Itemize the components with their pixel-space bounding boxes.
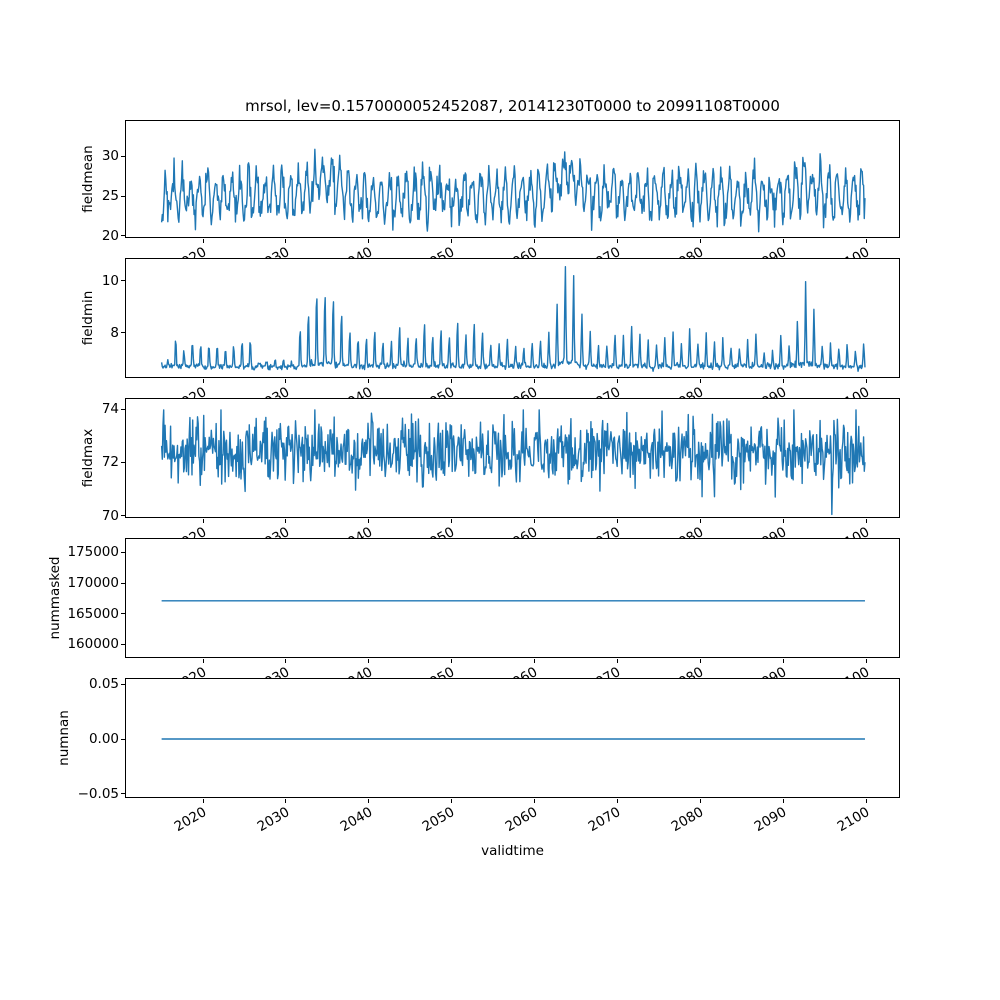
x-tick-label: 2100 xyxy=(834,804,873,836)
x-tick-mark xyxy=(700,379,701,383)
y-tick-mark xyxy=(121,462,125,463)
x-tick-label: 2080 xyxy=(668,804,707,836)
x-tick-mark xyxy=(451,659,452,663)
y-tick-mark xyxy=(121,613,125,614)
y-tick-mark xyxy=(121,552,125,553)
x-tick-mark xyxy=(368,379,369,383)
y-tick-label: 25 xyxy=(101,188,119,205)
x-tick-mark xyxy=(285,239,286,243)
y-tick-label: 165000 xyxy=(67,605,119,622)
x-tick-label: 2040 xyxy=(337,804,375,836)
x-tick-mark xyxy=(700,659,701,663)
y-tick-label: 72 xyxy=(101,454,119,471)
x-tick-mark xyxy=(866,659,867,663)
y-tick-mark xyxy=(121,196,125,197)
y-axis-label-nummasked: nummasked xyxy=(47,556,64,640)
y-tick-label: 30 xyxy=(101,148,119,165)
x-tick-mark xyxy=(617,519,618,523)
line-series-numnan xyxy=(126,679,901,799)
y-tick-label: 74 xyxy=(101,401,119,418)
x-tick-mark xyxy=(451,239,452,243)
x-tick-mark xyxy=(700,799,701,803)
y-tick-label: 8 xyxy=(110,324,119,341)
x-tick-mark xyxy=(534,799,535,803)
x-tick-mark xyxy=(866,379,867,383)
x-tick-mark xyxy=(368,239,369,243)
y-axis-label-fieldmin: fieldmin xyxy=(80,290,97,346)
x-tick-mark xyxy=(700,239,701,243)
y-tick-mark xyxy=(121,644,125,645)
y-tick-label: 20 xyxy=(101,227,119,244)
x-tick-mark xyxy=(783,379,784,383)
x-tick-mark xyxy=(203,379,204,383)
subplot-fieldmax xyxy=(80,398,900,524)
y-tick-mark xyxy=(121,409,125,410)
y-tick-label: 0.05 xyxy=(88,676,119,693)
x-tick-label: 2020 xyxy=(171,804,210,836)
line-series-fieldmax xyxy=(126,399,901,519)
y-axis-label-fieldmean: fieldmean xyxy=(80,145,97,213)
x-tick-mark xyxy=(783,519,784,523)
x-tick-mark xyxy=(451,379,452,383)
y-tick-mark xyxy=(121,235,125,236)
x-tick-mark xyxy=(368,799,369,803)
x-tick-mark xyxy=(783,659,784,663)
data-line xyxy=(162,149,865,231)
y-tick-mark xyxy=(121,515,125,516)
y-tick-label: 170000 xyxy=(67,575,119,592)
y-tick-mark xyxy=(121,739,125,740)
x-tick-mark xyxy=(368,659,369,663)
x-tick-mark xyxy=(534,379,535,383)
x-tick-label: 2070 xyxy=(585,804,624,836)
x-tick-mark xyxy=(617,379,618,383)
x-tick-mark xyxy=(451,799,452,803)
subplot-numnan xyxy=(55,676,900,836)
x-tick-mark xyxy=(534,519,535,523)
x-tick-mark xyxy=(203,239,204,243)
x-tick-mark xyxy=(534,239,535,243)
y-tick-label: 175000 xyxy=(67,544,119,561)
x-tick-mark xyxy=(285,379,286,383)
x-tick-label: 2030 xyxy=(254,804,292,836)
x-tick-mark xyxy=(285,519,286,523)
y-tick-mark xyxy=(121,332,125,333)
subplot-fieldmin xyxy=(80,258,900,378)
x-tick-mark xyxy=(203,799,204,803)
line-series-fieldmean xyxy=(126,121,901,239)
x-tick-mark xyxy=(203,659,204,663)
x-tick-mark xyxy=(617,239,618,243)
x-tick-mark xyxy=(617,799,618,803)
x-tick-label: 2090 xyxy=(751,804,790,836)
x-tick-mark xyxy=(866,239,867,243)
x-tick-mark xyxy=(285,799,286,803)
y-tick-label: −0.05 xyxy=(77,785,119,802)
x-tick-mark xyxy=(203,519,204,523)
y-tick-mark xyxy=(121,684,125,685)
chart-title: mrsol, lev=0.1570000052452087, 20141230T0000 to 20991108T0000 xyxy=(245,97,780,115)
y-axis-label-numnan: numnan xyxy=(55,710,72,766)
y-tick-label: 10 xyxy=(101,272,119,289)
subplot-fieldmean xyxy=(80,120,900,244)
x-tick-mark xyxy=(700,519,701,523)
line-series-nummasked xyxy=(126,539,901,659)
x-tick-mark xyxy=(617,659,618,663)
x-tick-mark xyxy=(783,799,784,803)
y-tick-label: 160000 xyxy=(67,636,119,653)
x-tick-mark xyxy=(368,519,369,523)
x-tick-mark xyxy=(451,519,452,523)
x-tick-label: 2060 xyxy=(502,804,541,836)
y-tick-mark xyxy=(121,583,125,584)
x-tick-mark xyxy=(866,519,867,523)
subplot-nummasked xyxy=(47,538,900,658)
y-tick-label: 70 xyxy=(101,507,119,524)
x-tick-label: 2050 xyxy=(419,804,458,836)
data-line xyxy=(162,267,865,372)
x-tick-mark xyxy=(534,659,535,663)
x-tick-mark xyxy=(783,239,784,243)
x-axis-label: validtime xyxy=(481,843,544,859)
x-tick-mark xyxy=(285,659,286,663)
y-tick-mark xyxy=(121,156,125,157)
line-series-fieldmin xyxy=(126,259,901,379)
y-tick-mark xyxy=(121,793,125,794)
y-axis-label-fieldmax: fieldmax xyxy=(80,428,97,488)
y-tick-mark xyxy=(121,280,125,281)
x-tick-mark xyxy=(866,799,867,803)
y-tick-label: 0.00 xyxy=(88,731,119,747)
data-line xyxy=(162,410,865,515)
